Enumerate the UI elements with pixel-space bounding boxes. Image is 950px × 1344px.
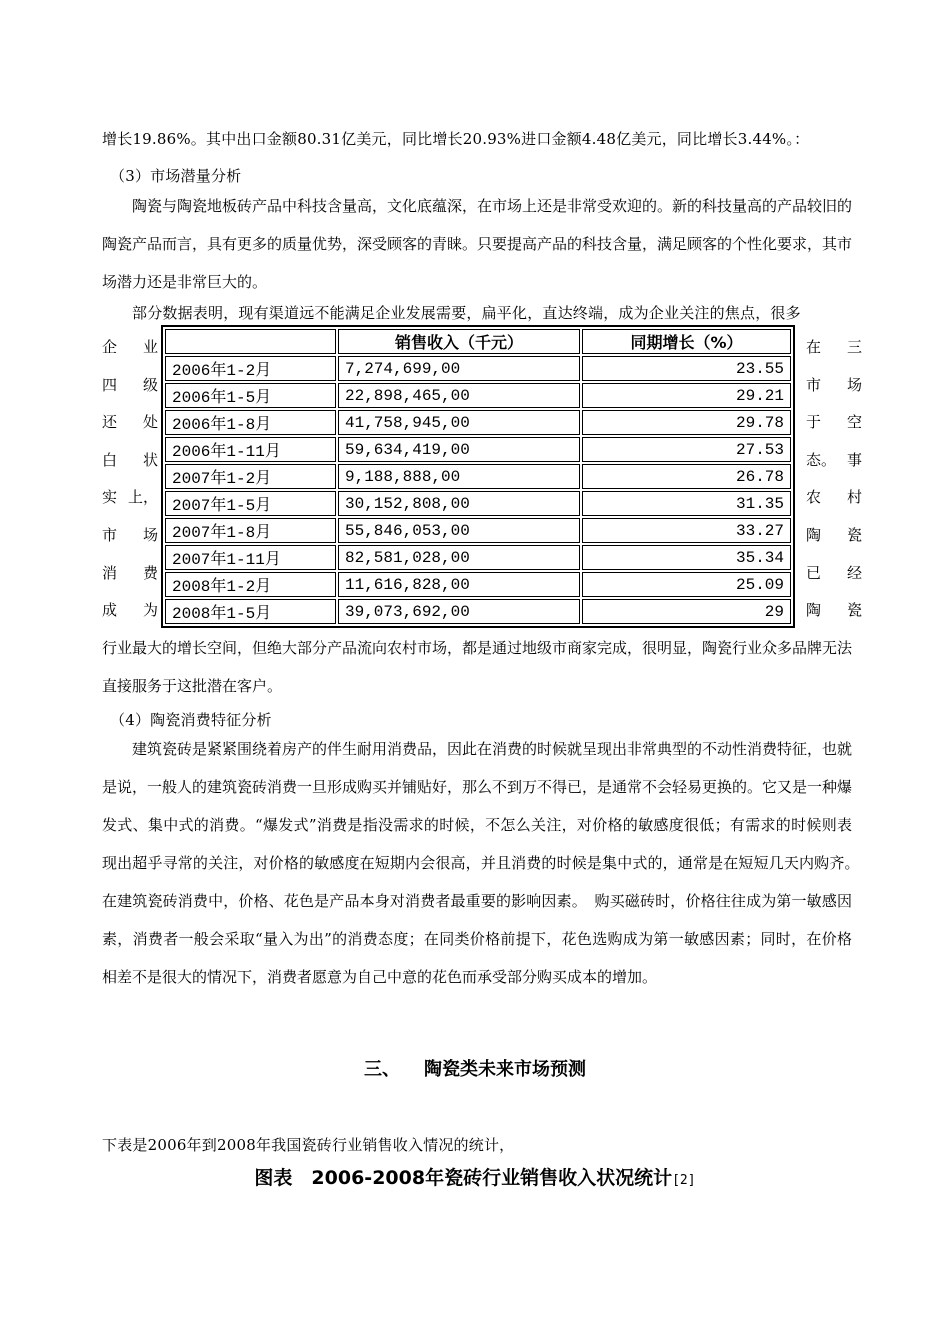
cell-growth: 25.09: [582, 572, 791, 597]
side-char: 费: [142, 563, 158, 582]
cell-growth: 27.53: [582, 437, 791, 462]
caption-text: 图表 2006-2008年瓷砖行业销售收入状况统计: [254, 1167, 673, 1189]
left-side-text: [102, 329, 158, 630]
cell-period: 2008年1-5月: [165, 599, 336, 624]
cell-growth: 23.55: [582, 356, 791, 381]
side-char: 状: [142, 450, 158, 469]
cell-revenue: 55,846,053,00: [338, 518, 580, 543]
side-char: 村: [846, 488, 862, 507]
side-char: 态。: [806, 450, 837, 469]
side-char: 实: [102, 488, 118, 507]
cell-period: 2007年1-2月: [165, 464, 336, 489]
side-text-row: [102, 404, 158, 442]
cell-growth: 29: [582, 599, 791, 624]
table-row: [165, 356, 791, 381]
side-text-row: [806, 592, 862, 630]
side-text-row: [806, 404, 862, 442]
side-char: 为: [142, 601, 158, 620]
side-text-row: [102, 442, 158, 480]
section-3-title: （3）市场潜量分析: [110, 167, 242, 185]
table-row: [165, 437, 791, 462]
side-char: 上，: [127, 488, 158, 507]
table-row: [165, 383, 791, 408]
cell-growth: 31.35: [582, 491, 791, 516]
side-char: 场: [846, 375, 862, 394]
cell-period: 2006年1-2月: [165, 356, 336, 381]
side-text-row: [102, 555, 158, 593]
side-char: 成: [102, 601, 118, 620]
side-char: 级: [142, 375, 158, 394]
cell-growth: 29.21: [582, 383, 791, 408]
side-char: 空: [846, 413, 862, 432]
side-char: 陶: [806, 601, 822, 620]
side-text-row: [806, 442, 862, 480]
side-char: 已: [806, 563, 822, 582]
side-text-row: [102, 592, 158, 630]
table-row: [165, 491, 791, 516]
side-char: 在: [806, 338, 822, 356]
side-text-row: [806, 517, 862, 555]
right-side-text: [806, 329, 862, 630]
side-char: 业: [142, 338, 158, 356]
cell-period: 2006年1-11月: [165, 437, 336, 462]
section-number: 三、: [364, 1059, 400, 1080]
table-intro: 下表是2006年到2008年我国瓷砖行业销售收入情况的统计，: [102, 1136, 515, 1154]
header-revenue: 销售收入（千元）: [338, 329, 580, 354]
cell-growth: 33.27: [582, 518, 791, 543]
cell-revenue: 59,634,419,00: [338, 437, 580, 462]
section-4-title: （4）陶瓷消费特征分析: [110, 711, 272, 729]
cell-revenue: 30,152,808,00: [338, 491, 580, 516]
side-char: 市: [806, 375, 822, 394]
channel-end-text: 行业最大的增长空间，但绝大部分产品流向农村市场，都是通过地级市商家完成，很明显，陶瓷行业众多品牌无法直接服务于这批潜在客户。: [102, 639, 853, 695]
side-char: 事: [846, 450, 862, 469]
caption-reference: [2]: [672, 1173, 696, 1188]
market-potential-paragraph: [102, 187, 852, 301]
side-text-row: [102, 479, 158, 517]
cell-period: 2006年1-8月: [165, 410, 336, 435]
side-char: 处: [142, 413, 158, 432]
header-period: [165, 329, 336, 354]
consumption-text: 建筑瓷砖是紧紧围绕着房产的伴生耐用消费品，因此在消费的时候就呈现出非常典型的不动性消费特征，也就是说，一般人的建筑瓷砖消费一旦形成购买并铺贴好，那么不到万不得已，是通常不会轻易更换的。它又是一种爆发式、集中式的消费。“爆发式”消费是指没需求的时候，不怎么关注，对价格的敏感度很低；有需求的时候则表现出超乎寻常的关注，对价格的敏感度在短期内会很高，并且消费的时候是集中式的，通常是在短短几天内购齐。 在建筑瓷砖消费中，价格、花色是产品本身对消费者最重要的影响因素。 购买磁砖时，价格往往成为第一敏感因素，消费者一般会采取“量入为出”的消费态度；在同类价格前提下，花色选购成为第一敏感因素；同时，在价格相差不是很大的情况下，消费者愿意为自己中意的花色而承受部分购买成本的增加。: [102, 740, 883, 986]
cell-revenue: 22,898,465,00: [338, 383, 580, 408]
table-row: [165, 599, 791, 624]
cell-revenue: 41,758,945,00: [338, 410, 580, 435]
figure-caption: [0, 1163, 950, 1190]
table-header-row: [165, 329, 791, 354]
side-char: 四: [102, 375, 118, 394]
cell-period: 2008年1-2月: [165, 572, 336, 597]
cell-growth: 26.78: [582, 464, 791, 489]
side-char: 企: [102, 338, 118, 356]
cell-period: 2007年1-11月: [165, 545, 336, 570]
channel-paragraph-end: [102, 629, 852, 705]
side-char: 经: [846, 563, 862, 582]
header-growth: 同期增长（%）: [582, 329, 791, 354]
cell-growth: 35.34: [582, 545, 791, 570]
table-row: [165, 518, 791, 543]
side-text-row: [102, 329, 158, 367]
side-char: 白: [102, 450, 118, 469]
table-row: [165, 464, 791, 489]
side-text-row: [806, 555, 862, 593]
section-heading: [0, 1055, 950, 1081]
cell-revenue: 9,188,888,00: [338, 464, 580, 489]
market-potential-text: 陶瓷与陶瓷地板砖产品中科技含量高，文化底蕴深，在市场上还是非常受欢迎的。新的科技量高的产品较旧的陶瓷产品而言，具有更多的质量优势，深受顾客的青睐。只要提高产品的科技含量，满足顾客的个性化要求，其市场潜力还是非常巨大的。: [102, 197, 853, 291]
cell-revenue: 82,581,028,00: [338, 545, 580, 570]
side-char: 陶: [806, 525, 822, 544]
side-char: 农: [806, 488, 822, 507]
side-char: 于: [806, 413, 822, 432]
side-text-row: [102, 367, 158, 405]
side-char: 瓷: [846, 601, 862, 620]
cell-period: 2007年1-8月: [165, 518, 336, 543]
side-char: 消: [102, 563, 118, 582]
side-char: 还: [102, 413, 118, 432]
side-char: 场: [142, 525, 158, 544]
cell-growth: 29.78: [582, 410, 791, 435]
side-text-row: [806, 329, 862, 367]
intro-growth-line: 增长19.86%。其中出口金额80.31亿美元，同比增长20.93%进口金额4.48亿美元，同比增长3.44%。：: [102, 130, 810, 148]
cell-revenue: 11,616,828,00: [338, 572, 580, 597]
table-row: [165, 545, 791, 570]
cell-revenue: 7,274,699,00: [338, 356, 580, 381]
cell-revenue: 39,073,692,00: [338, 599, 580, 624]
table-row: [165, 410, 791, 435]
side-char: 三: [846, 338, 862, 356]
side-text-row: [806, 479, 862, 517]
section-title: 陶瓷类未来市场预测: [424, 1059, 586, 1080]
table-body: [165, 356, 791, 624]
cell-period: 2007年1-5月: [165, 491, 336, 516]
side-text-row: [102, 517, 158, 555]
consumption-paragraph: [102, 730, 883, 996]
side-text-row: [806, 367, 862, 405]
channel-paragraph-start: 部分数据表明，现有渠道远不能满足企业发展需要，扁平化，直达终端，成为企业关注的焦点，很多: [132, 304, 801, 322]
table-row: [165, 572, 791, 597]
side-char: 市: [102, 525, 118, 544]
side-char: 瓷: [846, 525, 862, 544]
sales-table: [161, 325, 795, 628]
cell-period: 2006年1-5月: [165, 383, 336, 408]
